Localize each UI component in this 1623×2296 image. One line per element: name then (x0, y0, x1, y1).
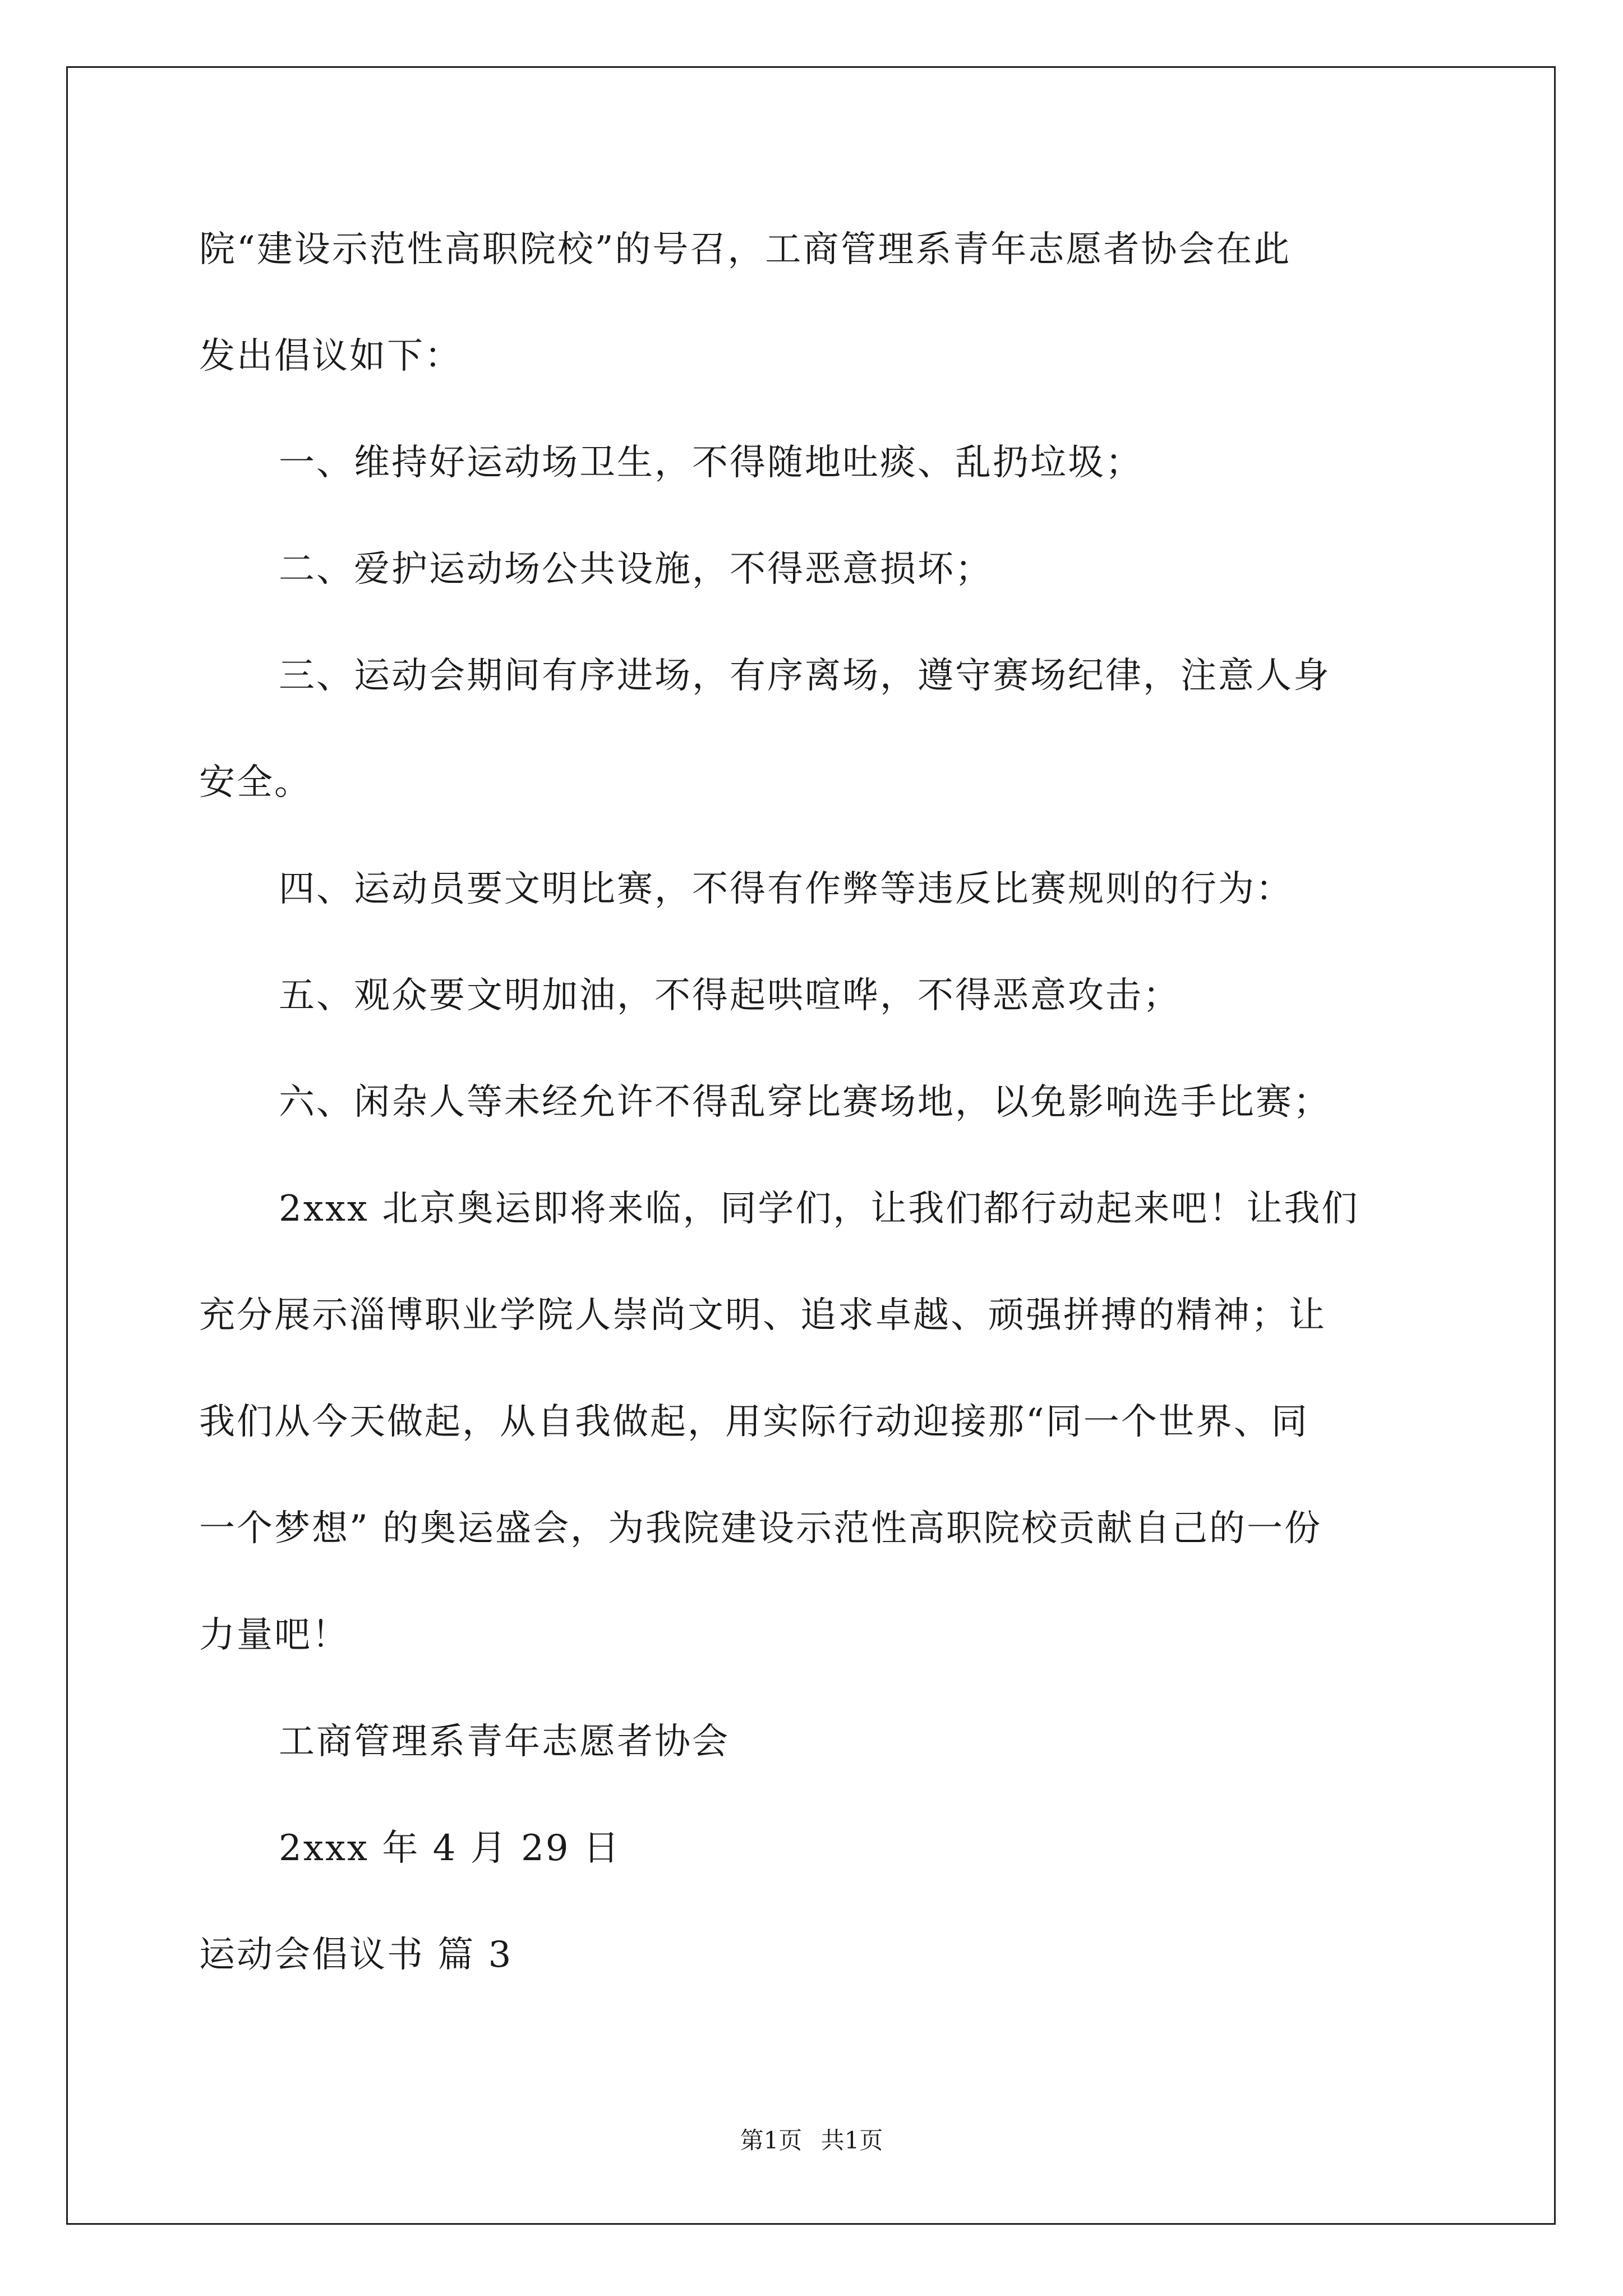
signature-date: 2xxx 年 4 月 29 日 (279, 1828, 621, 1869)
closing-paragraph-line-3: 我们从今天做起，从自我做起，用实际行动迎接那“同一个世界、同 (199, 1401, 1309, 1443)
page-footer (0, 2125, 1623, 2156)
signature-organization: 工商管理系青年志愿者协会 (279, 1721, 730, 1763)
list-item-6: 六、闲杂人等未经允许不得乱穿比赛场地，以免影响选手比赛； (279, 1082, 1331, 1123)
list-item-3-cont: 安全。 (199, 762, 312, 803)
page-frame (66, 66, 1556, 2225)
page-number-total: 共1页 (820, 2127, 883, 2154)
body-line-2: 发出倡议如下： (199, 335, 462, 377)
list-item-2: 二、爱护运动场公共设施，不得恶意损坏； (279, 549, 993, 590)
body-line-1: 院“建设示范性高职院校”的号召，工商管理系青年志愿者协会在此 (199, 229, 1292, 270)
closing-paragraph-line-5: 力量吧！ (199, 1614, 349, 1656)
section-heading: 运动会倡议书 篇 3 (199, 1934, 513, 1976)
page-number-current: 第1页 (740, 2127, 803, 2154)
closing-paragraph-line-4: 一个梦想” 的奥运盛会，为我院建设示范性高职院校贡献自己的一份 (199, 1508, 1322, 1549)
list-item-1: 一、维持好运动场卫生，不得随地吐痰、乱扔垃圾； (279, 442, 1143, 484)
list-item-3: 三、运动会期间有序进场，有序离场，遵守赛场纪律，注意人身 (279, 655, 1331, 697)
list-item-5: 五、观众要文明加油，不得起哄喧哗，不得恶意攻击； (279, 975, 1181, 1016)
closing-paragraph-line-1: 2xxx 北京奥运即将来临，同学们，让我们都行动起来吧！让我们 (279, 1188, 1359, 1230)
closing-paragraph-line-2: 充分展示淄博职业学院人崇尚文明、追求卓越、顽强拼搏的精神；让 (199, 1295, 1326, 1336)
list-item-4: 四、运动员要文明比赛，不得有作弊等违反比赛规则的行为： (279, 868, 1293, 910)
